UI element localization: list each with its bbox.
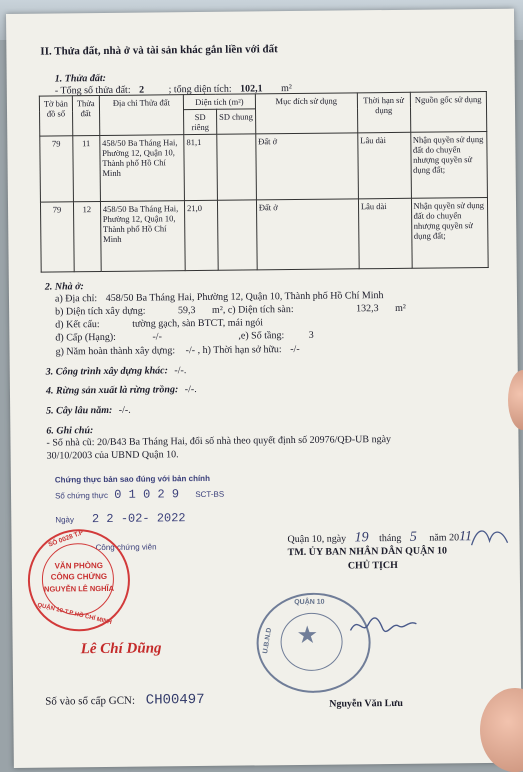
issue-date-line: [287, 529, 472, 547]
trees-label: 5. Cây lâu năm:: [46, 404, 113, 417]
registry-label: Số vào sổ cấp GCN:: [45, 694, 136, 708]
row-address: 458/50 Ba Tháng Hai, Phường 12, Quận 10, Thành phố Hồ Chí Minh: [100, 201, 185, 272]
row-term: Lâu dài: [358, 198, 411, 269]
notary-stamp-line-1: VĂN PHÒNG: [54, 561, 104, 571]
row-map-sheet: 79: [40, 136, 74, 202]
notary-stamp-arc-top: SỐ 0028 T.P: [47, 529, 85, 549]
structure-line: [55, 317, 263, 330]
house-address: 458/50 Ba Tháng Hai, Phường 12, Quận 10, Thành phố Hồ Chí Minh: [105, 290, 384, 304]
house-area-line: [55, 303, 406, 318]
total-area-unit: m²: [281, 83, 292, 95]
notary-role: Công chứng viên: [95, 542, 157, 553]
land-parcel-table: [39, 91, 489, 273]
row-private-area: 81,1: [184, 134, 218, 200]
header-map-sheet: Tờ bản đồ số: [39, 96, 72, 136]
registry-line: [45, 692, 205, 710]
row-origin: Nhận quyền sử dụng đất do chuyển nhượng quyền sử dụng đất;: [410, 131, 487, 198]
issue-place-label: Quận 10, ngày: [287, 533, 347, 546]
issue-year-label: năm 20: [429, 532, 460, 544]
issue-month: 5: [409, 529, 417, 545]
seal-text-top: QUẬN 10: [294, 598, 325, 607]
structure: tường gạch, sàn BTCT, mái ngói: [132, 317, 264, 330]
row-origin: Nhận quyền sử dụng đất do chuyển nhượng quyền sử dụng đất;: [411, 197, 488, 268]
trees-line: [46, 405, 131, 417]
construction-line: [46, 365, 187, 377]
parcel-count-label: - Tổng số thửa đất:: [54, 84, 131, 97]
construction-label: 3. Công trình xây dựng khác:: [45, 365, 168, 378]
year: -/-: [185, 345, 196, 357]
house-address-label: a) Địa chỉ:: [54, 293, 98, 305]
row-address: 458/50 Ba Tháng Hai, Phường 12, Quận 10, Thành phố Hồ Chí Minh: [100, 135, 185, 202]
notes-line-1: - Số nhà cũ: 20/B43 Ba Tháng Hai, đổi số nhà theo quyết định số 20976/QĐ-UB ngày: [46, 433, 392, 449]
floor-area-label: m², c) Diện tích sàn:: [211, 304, 294, 316]
notary-signature: Lê Chí Dũng: [80, 640, 162, 658]
total-area-label: ; tổng diện tích:: [168, 83, 232, 96]
issue-day: 19: [354, 530, 369, 546]
header-parcel: Thửa đất: [72, 96, 99, 136]
notary-stamp-arc-bottom: QUẬN 10-T.P HỒ CHÍ MINH: [36, 602, 113, 627]
notary-stamp-line-3: NGUYỄN LÊ NGHĨA: [43, 583, 115, 594]
year-line: [55, 344, 299, 358]
notary-stamp-line-2: CÔNG CHỨNG: [50, 571, 108, 582]
header-shared: SD chung: [216, 109, 255, 134]
notary-stamp: [27, 529, 130, 632]
star-emblem-icon: ★: [296, 622, 319, 649]
row-shared-area: [217, 200, 257, 270]
floor-area: 132,3: [356, 303, 379, 315]
chairman-signature: [348, 610, 418, 641]
table-row: [40, 131, 488, 202]
built-area: 59,3: [177, 305, 196, 317]
certification-date-line: [55, 508, 185, 527]
row-shared-area: [217, 134, 257, 200]
header-private: SD riêng: [184, 109, 217, 134]
row-term: Lâu dài: [358, 132, 411, 199]
floors-label: ,e) Số tầng:: [238, 330, 285, 342]
header-origin: Nguồn gốc sử dụng: [410, 91, 487, 132]
grade-line: [55, 330, 313, 344]
certification-date-label: Ngày: [55, 515, 75, 525]
row-private-area: 21,0: [185, 200, 219, 270]
row-map-sheet: 79: [40, 202, 74, 272]
trees: -/-.: [118, 404, 131, 416]
issuing-authority: TM. ỦY BAN NHÂN DÂN QUẬN 10: [287, 545, 448, 559]
header-area: Diện tích (m²): [183, 94, 255, 110]
initial-mark: [467, 523, 511, 551]
certification-number-line: [55, 487, 224, 503]
header-purpose: Mục đích sử dụng: [255, 93, 357, 134]
parcel-count: 2: [139, 84, 145, 96]
construction: -/-.: [174, 365, 187, 377]
house-address-line: [55, 290, 384, 304]
forest-line: [46, 384, 197, 397]
structure-label: d) Kết cấu:: [55, 319, 100, 331]
row-purpose: Đất ở: [256, 133, 359, 200]
house-heading: 2. Nhà ở:: [44, 281, 84, 293]
floor-area-unit: m²: [395, 302, 406, 314]
floors: 3: [308, 329, 314, 341]
built-area-label: b) Diện tích xây dựng:: [55, 305, 146, 318]
issue-month-label: tháng: [379, 532, 402, 545]
seal-text-left: U.B.N.D: [262, 627, 274, 655]
forest: -/-.: [184, 384, 197, 396]
signer-title: CHỦ TỊCH: [347, 559, 398, 572]
forest-label: 4. Rừng sản xuất là rừng trồng:: [45, 384, 179, 397]
row-purpose: Đất ở: [256, 199, 359, 270]
header-address: Địa chỉ Thửa đất: [99, 95, 184, 136]
row-parcel: 11: [73, 136, 101, 202]
ownership-term-label: , h) Thời hạn sở hữu:: [197, 344, 282, 357]
government-seal: [256, 592, 371, 693]
certificate-page: [6, 9, 522, 768]
ownership-term: -/-: [290, 343, 300, 356]
notes-line-2: 30/10/2003 của UBND Quận 10.: [46, 449, 179, 462]
header-term: Thời hạn sử dụng: [357, 92, 410, 133]
section-title: II. Thửa đất, nhà ở và tài sản khác gắn liền với đất: [40, 43, 278, 58]
registry-number: CH00497: [145, 691, 205, 709]
total-area: 102,1: [240, 83, 263, 95]
signer-name: Nguyễn Văn Lưu: [329, 697, 403, 710]
certification-title: Chứng thực bản sao đúng với bản chính: [54, 473, 210, 485]
issue-year: 11: [458, 529, 473, 545]
land-heading: 1. Thửa đất:: [54, 72, 107, 85]
grade-label: đ) Cấp (Hạng):: [55, 331, 116, 344]
certification-number: 0 1 0 2 9: [114, 487, 180, 502]
row-parcel: 12: [73, 202, 101, 272]
year-label: g) Năm hoàn thành xây dựng:: [55, 345, 176, 358]
certification-book: SCT-BS: [195, 489, 225, 500]
certification-date: 2 2 -02- 2022: [91, 511, 186, 527]
table-row: [40, 197, 488, 272]
notes-heading: 6. Ghi chú:: [46, 425, 94, 437]
certification-number-label: Số chứng thực: [55, 490, 109, 501]
grade: -/-: [152, 331, 162, 343]
